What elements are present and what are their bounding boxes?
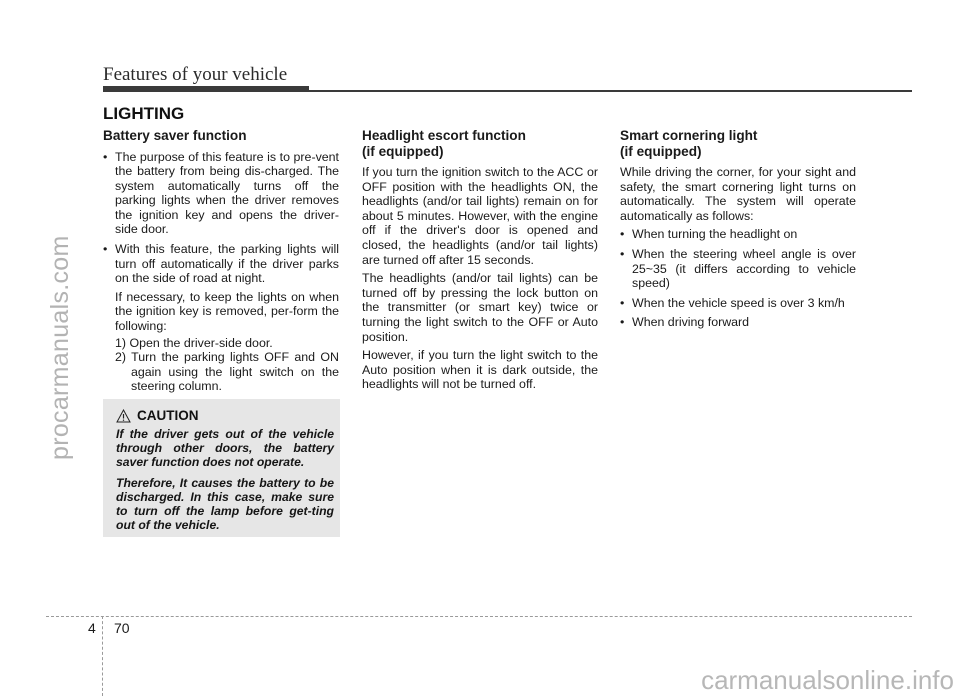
warning-triangle-icon (116, 409, 131, 423)
bullet-text: When the steering wheel angle is over 25~35 (it differs according to vehicle speed) (632, 246, 856, 291)
page-number: 70 (114, 620, 130, 636)
list-item (620, 315, 856, 330)
list-item (103, 242, 339, 394)
footer-vertical-divider (102, 616, 103, 696)
bullet-glyph: • (620, 246, 625, 261)
heading-line: Headlight escort function (362, 128, 526, 143)
body-paragraph: If you turn the ignition switch to the ACC or OFF position with the headlights ON, the headlights (and/or tail lights) remain on for about 5 minutes. However, with the engine off if the driver's door is opened and closed, the headlights (and/or tail lights) are turned off after 15 seconds. (362, 165, 598, 267)
smart-cornering-heading (620, 128, 856, 159)
caution-header (116, 408, 199, 423)
caution-paragraph: If the driver gets out of the vehicle through other doors, the battery saver function does not operate. (116, 427, 334, 470)
body-paragraph: The headlights (and/or tail lights) can be turned off by pressing the lock button on the transmitter (or smart key) twice or turning the light switch to the OFF or Auto position. (362, 271, 598, 344)
battery-saver-list (103, 150, 339, 395)
watermark-left: procarmanuals.com (46, 235, 74, 460)
caution-paragraph: Therefore, It causes the battery to be discharged. In this case, make sure to turn off the lamp before get-ting out of the vehicle. (116, 475, 334, 533)
bullet-glyph: • (620, 295, 625, 310)
list-item (620, 227, 856, 242)
bullet-subparagraph: If necessary, to keep the lights on when the ignition key is removed, per-form the following: (115, 289, 339, 334)
watermark-bottom: carmanualsonline.info (701, 665, 954, 695)
body-paragraph: While driving the corner, for your sight and safety, the smart cornering light turns on automatically. The system will operate automatically as follows: (620, 165, 856, 223)
body-paragraph: However, if you turn the light switch to the Auto position when it is dark outside, the headlights will not be turned off. (362, 348, 598, 392)
bullet-text: The purpose of this feature is to pre-vent the battery from being dis-charged. The system automatically turns off the parking lights when the driver removes the ignition key and opens the driver-side door. (115, 149, 339, 237)
list-item (620, 247, 856, 291)
bullet-text: With this feature, the parking lights will turn off automatically if the driver parks on the side of road at night. (115, 242, 339, 286)
step-item: 2) Turn the parking lights OFF and ON again using the light switch on the steering column. (115, 350, 339, 394)
column-battery-saver (103, 128, 339, 399)
list-item (103, 150, 339, 238)
chapter-number: 4 (88, 620, 96, 636)
bullet-glyph: • (103, 242, 108, 257)
bullet-glyph: • (620, 315, 625, 330)
column-smart-cornering (620, 128, 856, 335)
bullet-text: When turning the headlight on (632, 227, 798, 242)
step-item: 1) Open the driver-side door. (115, 335, 273, 350)
bullet-glyph: • (620, 227, 625, 242)
section-title: LIGHTING (103, 104, 185, 123)
bullet-text: When driving forward (632, 315, 750, 330)
footer-divider (46, 616, 912, 617)
battery-saver-heading: Battery saver function (103, 128, 247, 143)
caution-title: CAUTION (137, 408, 199, 423)
column-headlight-escort (362, 128, 598, 396)
caution-box (103, 399, 340, 537)
bullet-glyph: • (103, 149, 108, 164)
heading-line: Smart cornering light (620, 128, 758, 143)
heading-line: (if equipped) (362, 143, 444, 159)
heading-line: (if equipped) (620, 143, 702, 159)
bullet-text: When the vehicle speed is over 3 km/h (632, 295, 845, 310)
smart-cornering-list (620, 227, 856, 330)
list-item (620, 296, 856, 311)
header-rule-thick (103, 86, 309, 92)
headlight-escort-heading (362, 128, 598, 159)
caution-body (116, 427, 334, 538)
page-header-title: Features of your vehicle (103, 64, 288, 85)
header-rule-thin (309, 90, 912, 92)
